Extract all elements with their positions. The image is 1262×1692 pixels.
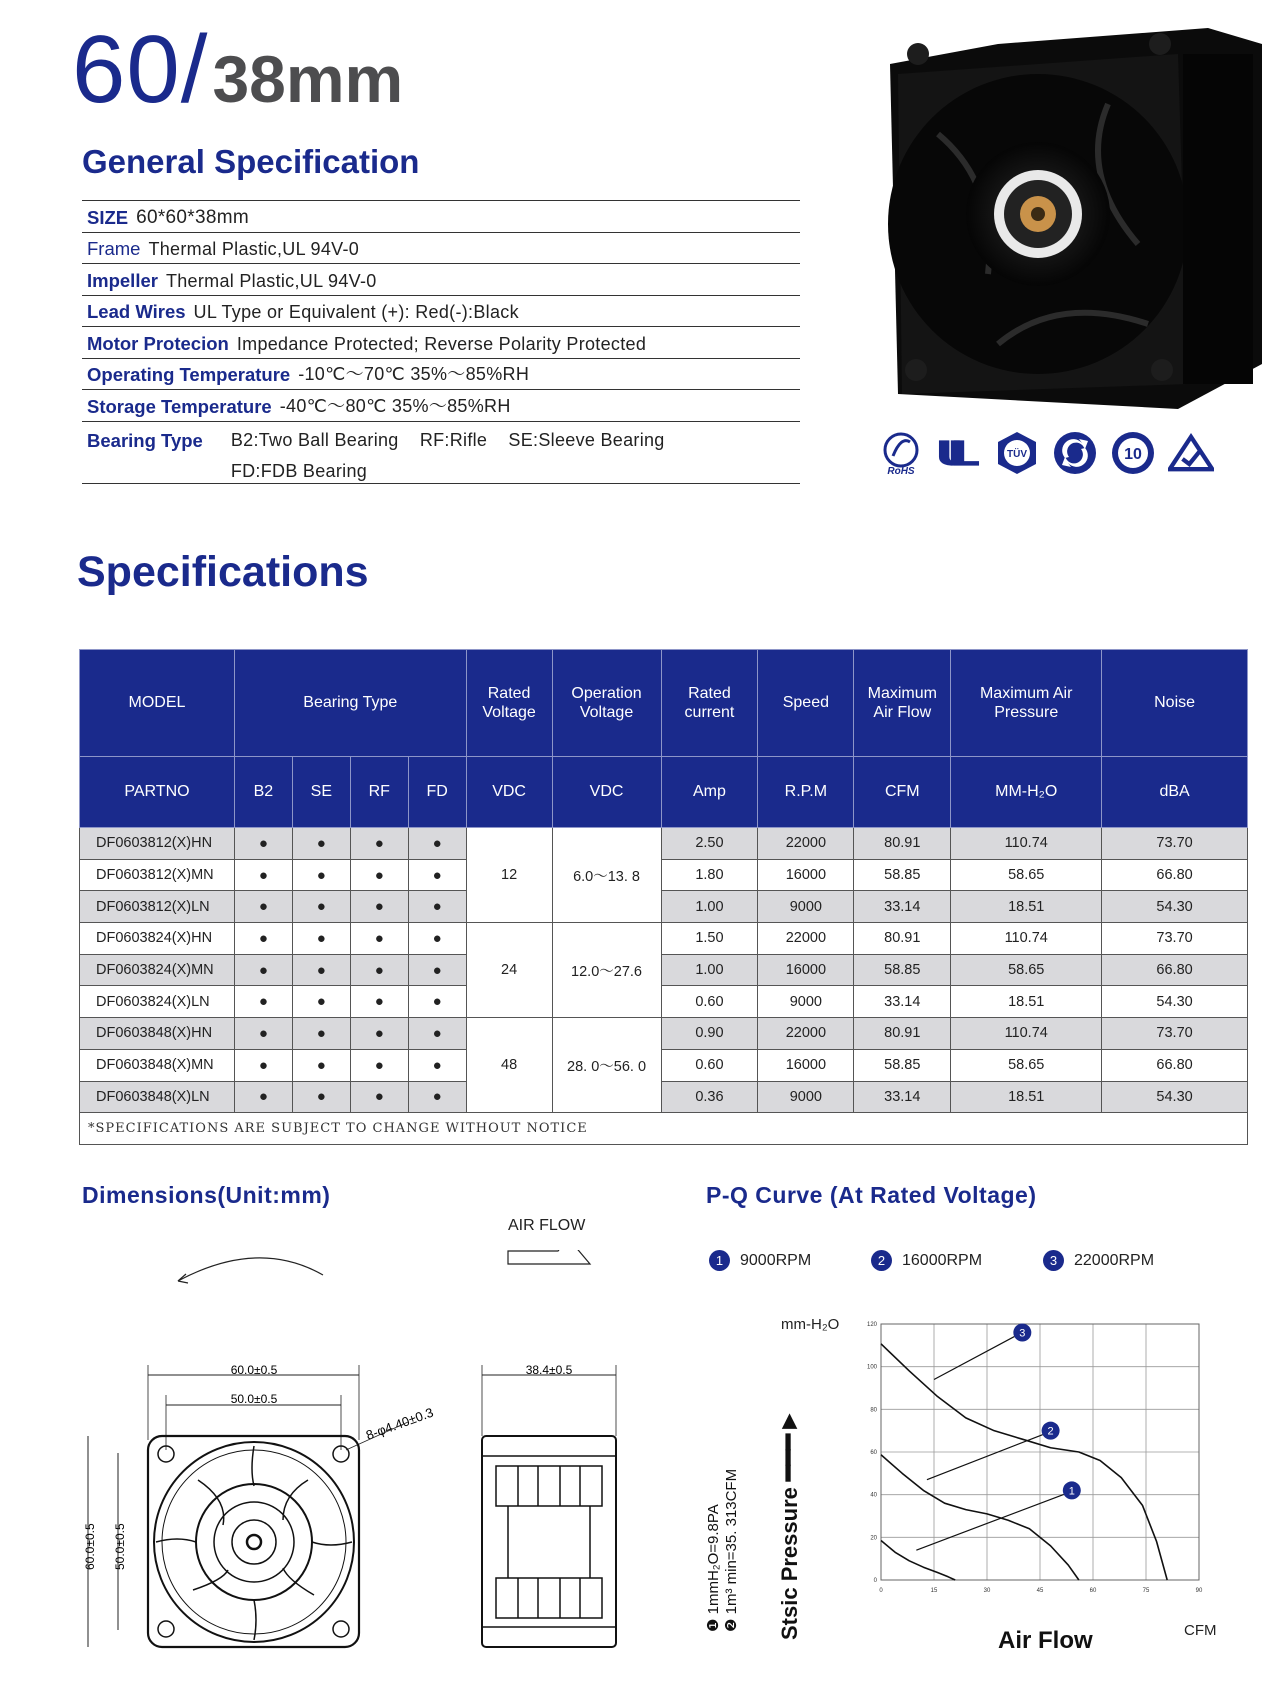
cell-b2: ● (234, 828, 292, 860)
cell-rpm: 9000 (758, 986, 854, 1018)
legend-num: 1 (709, 1250, 730, 1271)
unit-vdc-operation: VDC (552, 757, 661, 828)
svg-text:38.4±0.5: 38.4±0.5 (525, 1363, 573, 1377)
cell-rpm: 22000 (758, 923, 854, 955)
air-flow-label: Air Flow (998, 1627, 1093, 1654)
cell-rpm: 16000 (758, 1049, 854, 1081)
cell-noise: 73.70 (1102, 923, 1248, 955)
cell-amp: 0.60 (661, 986, 758, 1018)
cell-se: ● (292, 954, 350, 986)
spec-row-operating-temp (82, 359, 800, 391)
cell-operation-voltage: 6.0～13. 8 (552, 828, 661, 923)
cell-fd: ● (408, 954, 466, 986)
cell-fd: ● (408, 986, 466, 1018)
conversion-2: ❷ 1m³ min=35. 313CFM (723, 1468, 740, 1632)
cell-fd: ● (408, 1081, 466, 1113)
cell-pressure: 58.65 (951, 954, 1102, 986)
cell-cfm: 33.14 (854, 1081, 951, 1113)
spec-value: Thermal Plastic,UL 94V-0 (148, 239, 360, 259)
specs-change-notice: *SPECIFICATIONS ARE SUBJECT TO CHANGE WITHOUT NOTICE (80, 1113, 1248, 1145)
x-tick-label: 0 (879, 1588, 883, 1594)
col-operation-voltage: Operation Voltage (552, 650, 661, 757)
cell-amp: 0.36 (661, 1081, 758, 1113)
unit-mm-h2o: MM-H₂O (951, 757, 1102, 828)
cell-noise: 66.80 (1102, 954, 1248, 986)
table-row (80, 828, 1248, 860)
col-max-air-pressure: Maximum Air Pressure (951, 650, 1102, 757)
spec-row-motor-protection (82, 327, 800, 359)
cell-se: ● (292, 1081, 350, 1113)
specifications-heading: Specifications (77, 548, 369, 596)
y-tick-label: 80 (870, 1407, 877, 1414)
unit-cfm: CFM (854, 757, 951, 828)
fan-front-view (148, 1436, 359, 1647)
callout-arrow (916, 1494, 1063, 1550)
cell-fd: ● (408, 859, 466, 891)
dimension-drawing (78, 1250, 638, 1660)
callout-arrow (934, 1337, 1014, 1380)
cell-rf: ● (350, 891, 408, 923)
cfm-label: CFM (1184, 1622, 1217, 1639)
svg-text:50.0±0.5: 50.0±0.5 (230, 1392, 278, 1406)
cell-amp: 1.00 (661, 891, 758, 923)
cell-model: DF0603824(X)LN (80, 986, 235, 1018)
cell-model: DF0603812(X)LN (80, 891, 235, 923)
svg-text:8-φ4.40±0.3: 8-φ4.40±0.3 (363, 1404, 436, 1443)
cell-noise: 73.70 (1102, 828, 1248, 860)
table-unit-row (80, 757, 1248, 828)
table-row (80, 954, 1248, 986)
cell-rf: ● (350, 954, 408, 986)
cell-noise: 54.30 (1102, 1081, 1248, 1113)
cell-rf: ● (350, 828, 408, 860)
cell-b2: ● (234, 1018, 292, 1050)
table-row (80, 1049, 1248, 1081)
cell-model: DF0603812(X)HN (80, 828, 235, 860)
cell-rpm: 9000 (758, 1081, 854, 1113)
unit-rpm: R.P.M (758, 757, 854, 828)
static-pressure-text: Stsic Pressure (777, 1487, 802, 1640)
specifications-table (79, 649, 1248, 1145)
cell-rated-voltage: 24 (466, 923, 552, 1018)
cell-rpm: 22000 (758, 1018, 854, 1050)
tuv-icon (994, 430, 1040, 476)
cell-rpm: 22000 (758, 828, 854, 860)
table-row (80, 923, 1248, 955)
spec-value: -10℃～70℃ 35%～85%RH (298, 364, 530, 384)
up-arrow-icon: ━━━► (773, 1408, 803, 1481)
cell-b2: ● (234, 954, 292, 986)
table-row (80, 859, 1248, 891)
fan-side-view (482, 1436, 616, 1647)
cell-amp: 0.60 (661, 1049, 758, 1081)
col-model: MODEL (80, 650, 235, 757)
spec-key: Motor Protecion (87, 332, 229, 354)
cell-amp: 0.90 (661, 1018, 758, 1050)
series-line-22000RPM (881, 1344, 1167, 1580)
cell-rf: ● (350, 923, 408, 955)
cell-noise: 54.30 (1102, 891, 1248, 923)
spec-value: Thermal Plastic,UL 94V-0 (165, 270, 377, 291)
unit-fd: FD (408, 757, 466, 828)
callout-number: 1 (1068, 1485, 1075, 1498)
unit-dba: dBA (1102, 757, 1248, 828)
cell-b2: ● (234, 1081, 292, 1113)
cell-noise: 66.80 (1102, 1049, 1248, 1081)
series-line-9000RPM (881, 1541, 955, 1580)
spec-value: UL Type or Equivalent (+): Red(-):Black (193, 302, 519, 322)
rotation-arrow-icon (178, 1258, 323, 1281)
cell-noise: 66.80 (1102, 859, 1248, 891)
table-row (80, 891, 1248, 923)
unit-rf: RF (350, 757, 408, 828)
ul-icon (936, 430, 982, 476)
spec-row-storage-temp (82, 390, 800, 422)
general-spec-list (82, 200, 800, 484)
cell-fd: ● (408, 828, 466, 860)
cell-fd: ● (408, 1018, 466, 1050)
legend-label: 22000RPM (1074, 1251, 1155, 1269)
callout-arrow (927, 1435, 1043, 1480)
cell-model: DF0603848(X)HN (80, 1018, 235, 1050)
svg-text:60.0±0.5: 60.0±0.5 (230, 1363, 278, 1377)
table-row (80, 1081, 1248, 1113)
airflow-arrow-icon (508, 1250, 590, 1264)
pq-curve-chart (860, 1310, 1220, 1600)
spec-key: Impeller (87, 269, 158, 291)
x-tick-label: 75 (1142, 1588, 1150, 1594)
pq-y-unit: mm-H₂O (781, 1316, 840, 1333)
fan-product-image (878, 14, 1262, 414)
spec-row-frame (82, 233, 800, 265)
cell-pressure: 18.51 (951, 986, 1102, 1018)
airflow-label: AIR FLOW (508, 1217, 586, 1234)
size-main: 60/ (72, 16, 209, 123)
spec-key: Operating Temperature (87, 364, 291, 385)
y-tick-label: 40 (870, 1492, 877, 1499)
cell-pressure: 18.51 (951, 1081, 1102, 1113)
cell-pressure: 18.51 (951, 891, 1102, 923)
svg-text:10: 10 (1124, 446, 1142, 463)
cell-se: ● (292, 828, 350, 860)
cell-operation-voltage: 28. 0～56. 0 (552, 1018, 661, 1113)
table-header-row (80, 650, 1248, 757)
cell-cfm: 58.85 (854, 1049, 951, 1081)
cell-rf: ● (350, 1018, 408, 1050)
svg-text:TÜV: TÜV (1007, 449, 1027, 460)
spec-row-impeller (82, 264, 800, 296)
cell-se: ● (292, 986, 350, 1018)
certification-icons (878, 430, 1214, 476)
spec-key: SIZE (87, 206, 129, 228)
cell-fd: ● (408, 1049, 466, 1081)
cell-cfm: 80.91 (854, 828, 951, 860)
y-tick-label: 0 (873, 1578, 877, 1584)
cell-se: ● (292, 1018, 350, 1050)
x-tick-label: 30 (983, 1588, 991, 1594)
callout-number: 2 (1047, 1425, 1054, 1438)
conversion-1: ❶ 1mmH₂O=9.8PA (705, 1504, 722, 1632)
cell-amp: 2.50 (661, 828, 758, 860)
spec-key: Bearing Type (87, 429, 203, 451)
cell-cfm: 33.14 (854, 986, 951, 1018)
cell-rpm: 16000 (758, 954, 854, 986)
cell-model: DF0603848(X)LN (80, 1081, 235, 1113)
cell-pressure: 58.65 (951, 1049, 1102, 1081)
pq-curve-heading: P-Q Curve (At Rated Voltage) (706, 1182, 1037, 1208)
cell-pressure: 110.74 (951, 828, 1102, 860)
legend-item-22000 (1043, 1250, 1154, 1271)
cell-pressure: 110.74 (951, 1018, 1102, 1050)
cell-fd: ● (408, 923, 466, 955)
unit-conversion-notes (705, 1469, 741, 1632)
cell-amp: 1.00 (661, 954, 758, 986)
cell-b2: ● (234, 859, 292, 891)
cell-amp: 1.50 (661, 923, 758, 955)
cell-noise: 73.70 (1102, 1018, 1248, 1050)
unit-partno: PARTNO (80, 757, 235, 828)
spec-value: Impedance Protected; Reverse Polarity Protected (236, 333, 647, 354)
cell-se: ● (292, 859, 350, 891)
svg-text:50.0±0.5: 50.0±0.5 (113, 1523, 127, 1570)
cell-pressure: 58.65 (951, 859, 1102, 891)
cell-cfm: 80.91 (854, 923, 951, 955)
col-speed: Speed (758, 650, 854, 757)
x-tick-label: 90 (1195, 1588, 1203, 1594)
legend-num: 3 (1043, 1250, 1064, 1271)
cell-rf: ● (350, 859, 408, 891)
unit-vdc-rated: VDC (466, 757, 552, 828)
cell-b2: ● (234, 923, 292, 955)
y-tick-label: 20 (870, 1535, 877, 1542)
cell-se: ● (292, 891, 350, 923)
cell-rpm: 16000 (758, 859, 854, 891)
col-max-air-flow: Maximum Air Flow (854, 650, 951, 757)
legend-item-16000 (871, 1250, 982, 1271)
cell-b2: ● (234, 986, 292, 1018)
spec-row-size (82, 201, 800, 233)
cell-cfm: 80.91 (854, 1018, 951, 1050)
table-row (80, 1018, 1248, 1050)
legend-label: 16000RPM (902, 1251, 983, 1269)
cell-rf: ● (350, 1049, 408, 1081)
spec-row-lead-wires (82, 296, 800, 328)
spec-key: Storage Temperature (87, 395, 272, 417)
recycle-icon (1052, 430, 1098, 476)
cell-cfm: 33.14 (854, 891, 951, 923)
col-bearing-type: Bearing Type (234, 650, 466, 757)
y-tick-label: 120 (866, 1322, 877, 1328)
cell-se: ● (292, 1049, 350, 1081)
cell-rated-voltage: 12 (466, 828, 552, 923)
spec-key: Frame (87, 238, 141, 259)
cell-se: ● (292, 923, 350, 955)
table-note-row (80, 1113, 1248, 1145)
10-year-icon (1110, 430, 1156, 476)
spec-key: Lead Wires (87, 301, 186, 322)
cell-operation-voltage: 12.0～27.6 (552, 923, 661, 1018)
cell-model: DF0603824(X)MN (80, 954, 235, 986)
cell-amp: 1.80 (661, 859, 758, 891)
spec-row-bearing (82, 422, 800, 484)
y-tick-label: 60 (870, 1450, 877, 1456)
product-size-title (72, 16, 404, 123)
static-pressure-label (773, 1408, 804, 1640)
y-tick-label: 100 (866, 1364, 877, 1371)
cell-cfm: 58.85 (854, 859, 951, 891)
col-rated-current: Rated current (661, 650, 758, 757)
rcm-icon (1168, 430, 1214, 476)
spec-value: 60*60*38mm (136, 206, 249, 228)
cell-fd: ● (408, 891, 466, 923)
x-tick-label: 45 (1036, 1588, 1044, 1594)
legend-label: 9000RPM (740, 1251, 812, 1269)
legend-item-9000 (709, 1250, 811, 1271)
dimensions-heading: Dimensions(Unit:mm) (82, 1182, 331, 1208)
cell-cfm: 58.85 (854, 954, 951, 986)
spec-value: -40℃～80℃ 35%～85%RH (279, 395, 511, 416)
cell-rated-voltage: 48 (466, 1018, 552, 1113)
x-tick-label: 15 (930, 1588, 938, 1594)
cell-b2: ● (234, 891, 292, 923)
svg-text:RoHS: RoHS (887, 466, 915, 476)
cell-model: DF0603812(X)MN (80, 859, 235, 891)
x-tick-label: 60 (1089, 1588, 1097, 1594)
cell-pressure: 110.74 (951, 923, 1102, 955)
unit-b2: B2 (234, 757, 292, 828)
rohs-icon (878, 430, 924, 476)
table-row (80, 986, 1248, 1018)
bearing-line-2: FD:FDB Bearing (230, 460, 368, 481)
cell-rpm: 9000 (758, 891, 854, 923)
col-rated-voltage: Rated Voltage (466, 650, 552, 757)
col-noise: Noise (1102, 650, 1248, 757)
cell-model: DF0603848(X)MN (80, 1049, 235, 1081)
size-sub: 38mm (212, 42, 404, 116)
unit-amp: Amp (661, 757, 758, 828)
general-spec-heading: General Specification (82, 143, 420, 180)
bearing-values (231, 430, 665, 492)
callout-number: 3 (1019, 1327, 1026, 1340)
cell-noise: 54.30 (1102, 986, 1248, 1018)
svg-text:60.0±0.5: 60.0±0.5 (83, 1523, 97, 1570)
cell-rf: ● (350, 986, 408, 1018)
cell-model: DF0603824(X)HN (80, 923, 235, 955)
cell-b2: ● (234, 1049, 292, 1081)
bearing-line-1: B2:Two Ball Bearing RF:Rifle SE:Sleeve Bearing (230, 429, 665, 450)
unit-se: SE (292, 757, 350, 828)
legend-num: 2 (871, 1250, 892, 1271)
cell-rf: ● (350, 1081, 408, 1113)
